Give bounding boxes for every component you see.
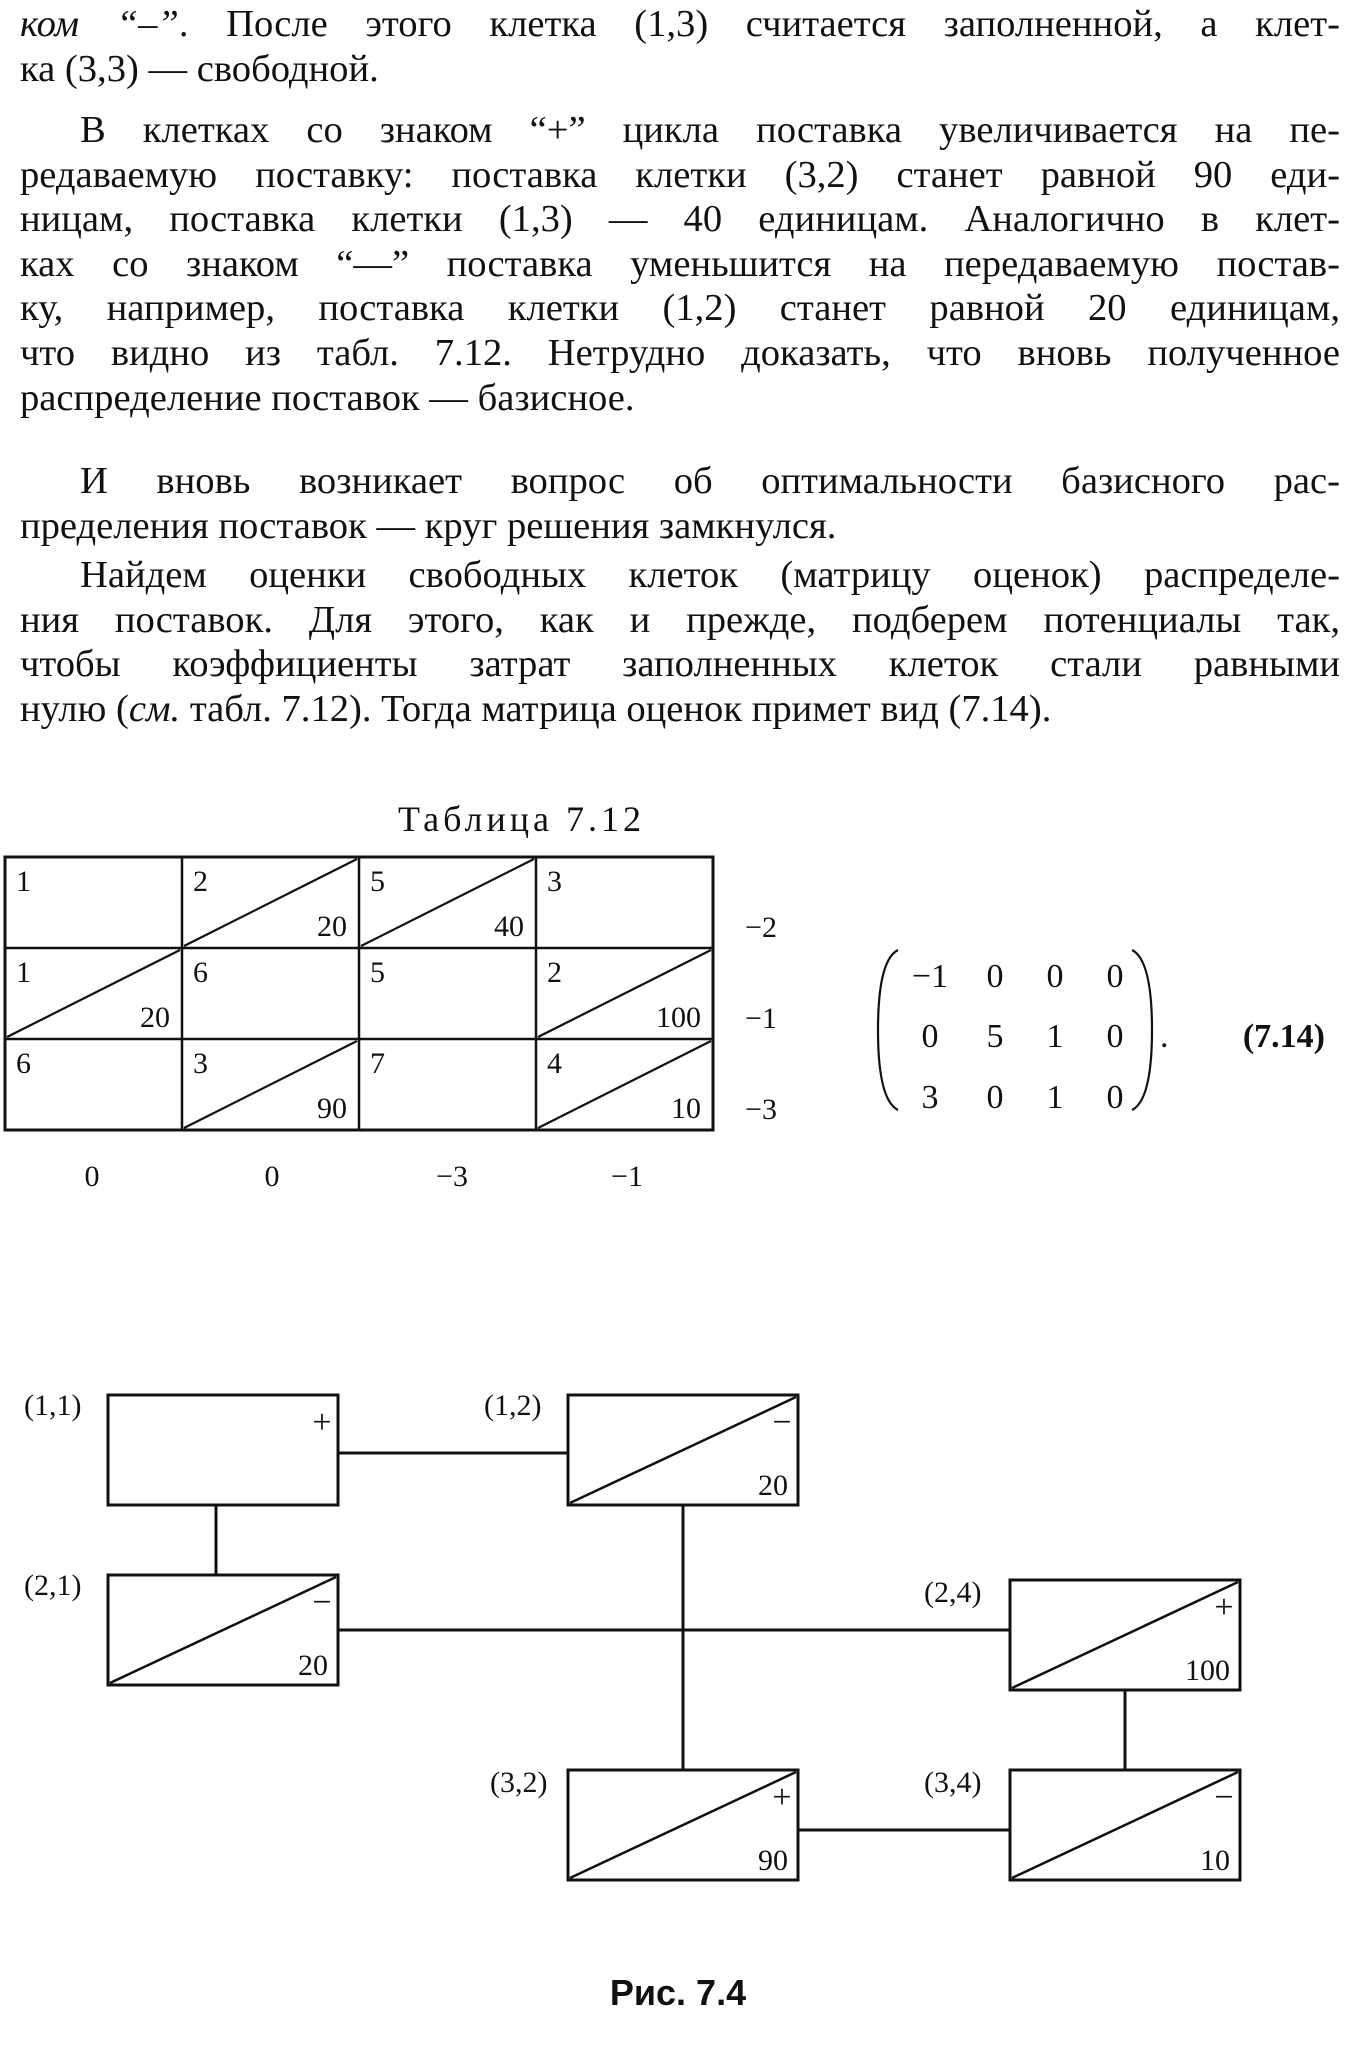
cycle-cell-sign: − [312,1584,332,1621]
cycle-cell [24,1389,338,1505]
cell-cost: 4 [547,1047,562,1080]
matrix-entry: 0 [1106,1018,1124,1055]
col-potential: −3 [436,1160,468,1193]
text-line: ку, например, поставка клетки (1,2) станет равной 20 единицам, [20,287,1340,330]
cycle-cell [484,1389,798,1505]
text-line: В клетках со знаком “+” цикла поставка увеличивается на пе- [80,109,1340,151]
right-bracket [1132,950,1152,1110]
matrix-entry: 0 [1046,958,1064,995]
matrix-trailing-dot: . [1160,1018,1169,1055]
cycle-cell-label: (2,4) [924,1576,982,1609]
matrix-entry: 0 [1106,958,1124,995]
cell-cost: 5 [370,956,385,989]
paragraph-3 [20,459,1340,548]
cycle-cell-label: (2,1) [24,1569,82,1602]
text-line: пределения поставок — круг решения замкнулся. [20,504,837,547]
equation-label: (7.14) [1242,1018,1325,1055]
cycle-cell-sign: + [312,1404,332,1441]
col-potential: 0 [84,1160,100,1193]
text-line: что видно из табл. 7.12. Нетрудно доказать, что вновь полученное [20,331,1340,374]
matrix-entry: 0 [921,1018,939,1055]
cycle-cell-value: 10 [1200,1844,1230,1877]
cell-cost: 6 [16,1047,31,1080]
text-fragment: нулю ( [20,687,129,730]
cell-supply: 40 [494,910,524,943]
text-line: распределение поставок — базисное. [20,376,635,419]
paragraph-4 [20,553,1340,731]
row-potential: −1 [745,1002,777,1035]
text-line [20,687,1340,732]
text-line: редаваемую поставку: поставка клетки (3,2) станет равной 90 еди- [20,153,1340,196]
cycle-cell-value: 20 [298,1649,328,1682]
cell-cost: 6 [193,956,208,989]
estimate-matrix [870,940,1340,1120]
matrix-entry: 3 [921,1079,939,1116]
cycle-cell-box [108,1395,338,1505]
cycle-cell-label: (1,1) [24,1389,82,1422]
matrix-entries [912,958,1325,1116]
cell-cost: 7 [370,1047,385,1080]
text-line [20,2,1340,47]
cell-supply: 100 [656,1001,701,1034]
cell-cost: 5 [370,865,385,898]
text-line: чтобы коэффициенты затрат заполненных клеток стали равными [20,643,1340,686]
cycle-cell-sign: + [772,1779,792,1816]
text-line: ния поставок. Для этого, как и прежде, подберем потенциалы так, [20,598,1340,641]
cycle-cell-sign: + [1214,1589,1234,1626]
cell-cost: 3 [193,1047,208,1080]
matrix-entry: 5 [986,1018,1004,1055]
cell-supply: 10 [671,1092,701,1125]
row-potential: −3 [745,1093,777,1126]
transport-table [0,850,830,1270]
text-fragment: . После этого клетка (1,3) считается заполненной, а клет- [178,3,1340,45]
col-potential: −1 [611,1160,643,1193]
cycle-cell-value: 90 [758,1844,788,1877]
cycle-cell-sign: − [772,1404,792,1441]
matrix-entry: 0 [986,958,1004,995]
cell-supply: 90 [317,1092,347,1125]
row-potential: −2 [745,911,777,944]
col-potential: 0 [264,1160,280,1193]
cycle-cell-label: (3,4) [924,1766,982,1799]
cell-cost: 2 [193,865,208,898]
matrix-entry: 1 [1046,1018,1064,1055]
table-grid [5,857,713,1130]
matrix-entry: −1 [911,958,949,995]
cycle-cell-label: (3,2) [490,1766,548,1799]
left-bracket [878,950,898,1110]
cell-cost: 1 [16,956,31,989]
cycle-cell-value: 20 [758,1469,788,1502]
paragraph-2 [20,108,1340,420]
table-caption: Таблица 7.12 [398,799,645,839]
figure-caption: Рис. 7.4 [609,1972,747,2013]
cycle-cell [924,1766,1240,1880]
text-line: ницам, поставка клетки (1,3) — 40 единицам. Аналогично в клет- [20,198,1340,241]
matrix-entry: 0 [986,1079,1004,1116]
text-line: И вновь возникает вопрос об оптимальности базисного рас- [80,460,1340,502]
cycle-cell [490,1766,798,1880]
paragraph-1 [20,2,1340,91]
cell-cost: 3 [547,865,562,898]
cell-supply: 20 [317,910,347,943]
matrix-entry: 1 [1046,1079,1064,1116]
cycle-cell-label: (1,2) [484,1389,542,1422]
cell-cost: 2 [547,956,562,989]
cell-cost: 1 [16,865,31,898]
cycle-cells [24,1389,1240,1880]
matrix-entry: 0 [1106,1079,1124,1116]
cycle-cell [924,1576,1240,1690]
cycle-cell-sign: − [1214,1779,1234,1816]
table-texts [16,865,777,1193]
cycle-cell [24,1569,338,1685]
cycle-cell-value: 100 [1185,1654,1230,1687]
italic-fragment: см. [128,687,181,730]
text-line: Найдем оценки свободных клеток (матрицу оценок) распределе- [80,554,1340,596]
text-fragment: табл. 7.12). Тогда матрица оценок примет вид (7.14). [180,687,1052,730]
text-line: ка (3,3) — свободной. [20,47,379,90]
italic-fragment: ком “–” [20,3,179,45]
text-line: ках со знаком “—” поставка уменьшится на передаваемую постав- [20,242,1340,285]
cell-supply: 20 [140,1001,170,1034]
cycle-figure [0,1365,1356,1965]
